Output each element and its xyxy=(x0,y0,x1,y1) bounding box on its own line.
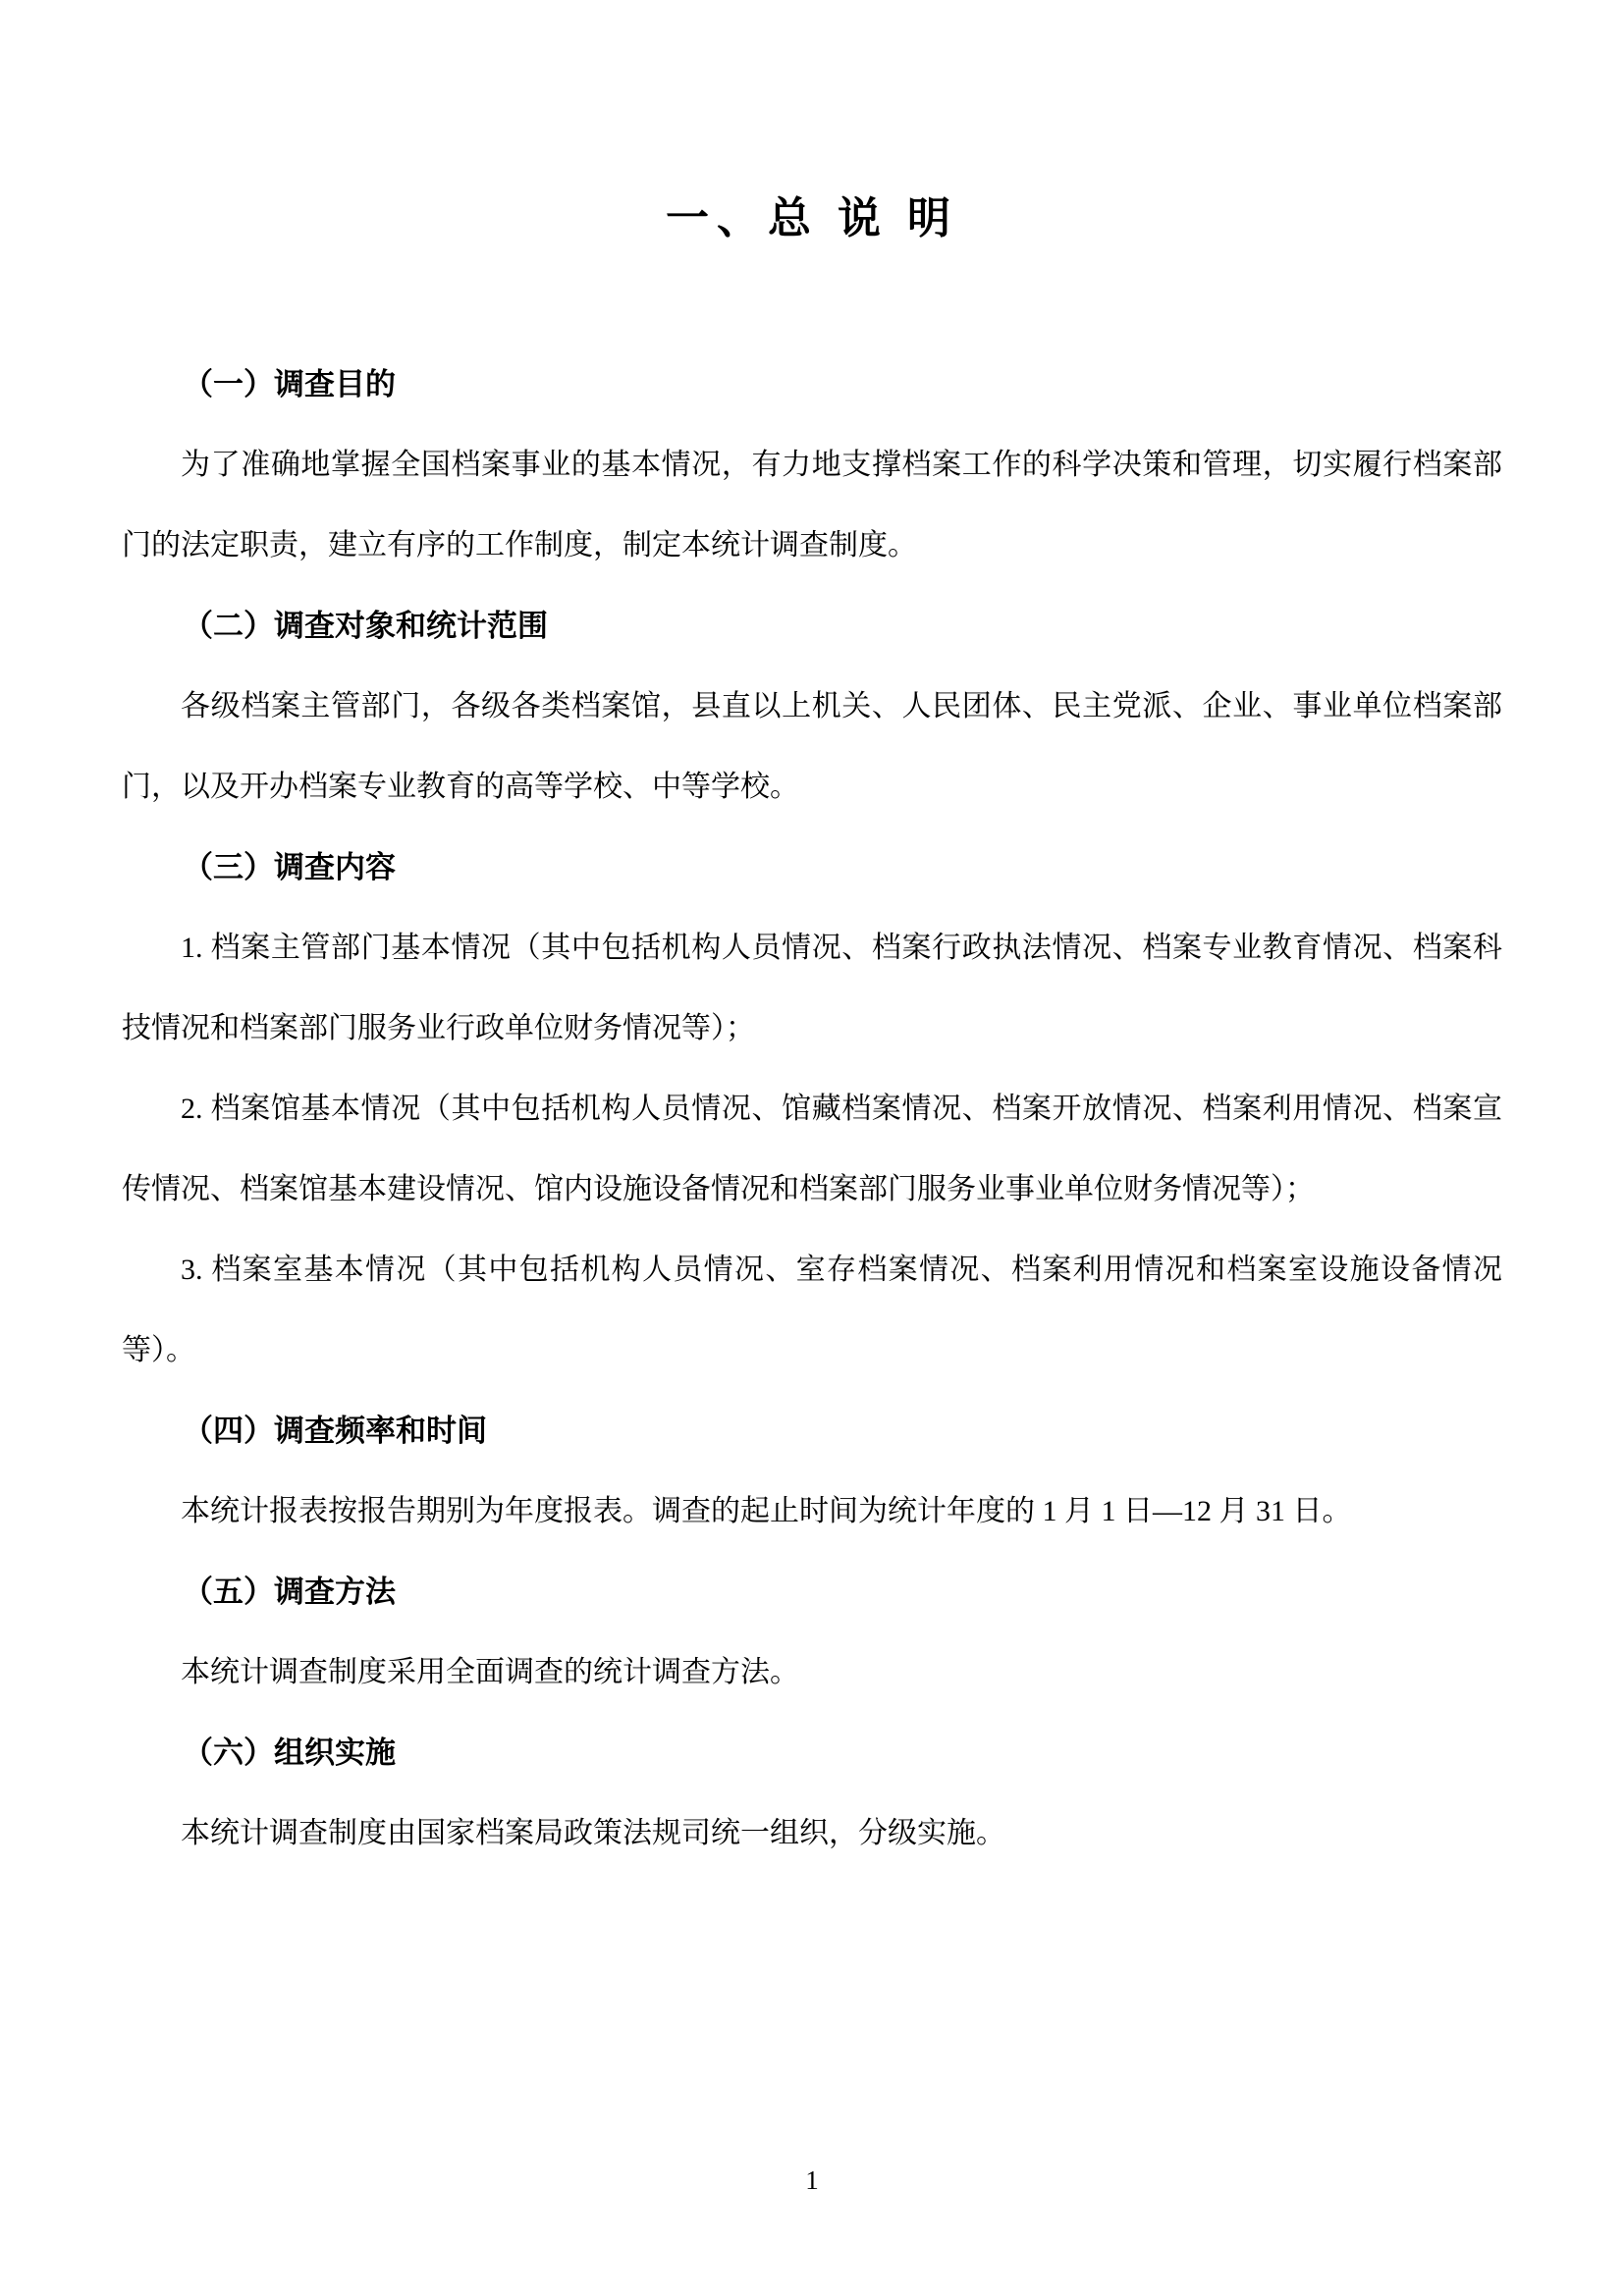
section-heading-survey-frequency: （四）调查频率和时间 xyxy=(183,1414,487,1448)
paragraph-survey-content-item-1: 1. 档案主管部门基本情况（其中包括机构人员情况、档案行政执法情况、档案专业教育情况、档案科技情况和档案部门服务业行政单位财务情况等）； xyxy=(122,932,1502,1044)
paragraph-organization: 本统计调查制度由国家档案局政策法规司统一组织，分级实施。 xyxy=(181,1817,1005,1849)
paragraph-survey-frequency: 本统计报表按报告期别为年度报表。调查的起止时间为统计年度的 1 月 1 日—12 月 31 日。 xyxy=(181,1495,1352,1527)
paragraph-survey-purpose: 为了准确地掌握全国档案事业的基本情况，有力地支撑档案工作的科学决策和管理，切实履行档案部门的法定职责，建立有序的工作制度，制定本统计调查制度。 xyxy=(122,449,1502,561)
page-number: 1 xyxy=(805,2165,819,2195)
section-heading-survey-purpose: （一）调查目的 xyxy=(183,367,396,401)
page-title: 一、总 说 明 xyxy=(666,194,958,242)
section-heading-survey-content: （三）调查内容 xyxy=(183,850,396,884)
document-body xyxy=(0,248,1624,1874)
paragraph-survey-content-item-2: 2. 档案馆基本情况（其中包括机构人员情况、馆藏档案情况、档案开放情况、档案利用情况、档案宣传情况、档案馆基本建设情况、馆内设施设备情况和档案部门服务业事业单位财务情况等）； xyxy=(122,1093,1502,1205)
section-heading-survey-method: （五）调查方法 xyxy=(183,1575,396,1609)
paragraph-survey-scope: 各级档案主管部门，各级各类档案馆，县直以上机关、人民团体、民主党派、企业、事业单位档案部门，以及开办档案专业教育的高等学校、中等学校。 xyxy=(122,690,1502,803)
section-heading-survey-scope: （二）调查对象和统计范围 xyxy=(183,609,548,643)
paragraph-survey-method: 本统计调查制度采用全面调查的统计调查方法。 xyxy=(181,1656,799,1688)
section-heading-organization: （六）组织实施 xyxy=(183,1735,396,1770)
paragraph-survey-content-item-3: 3. 档案室基本情况（其中包括机构人员情况、室存档案情况、档案利用情况和档案室设施设备情况等）。 xyxy=(122,1254,1502,1366)
